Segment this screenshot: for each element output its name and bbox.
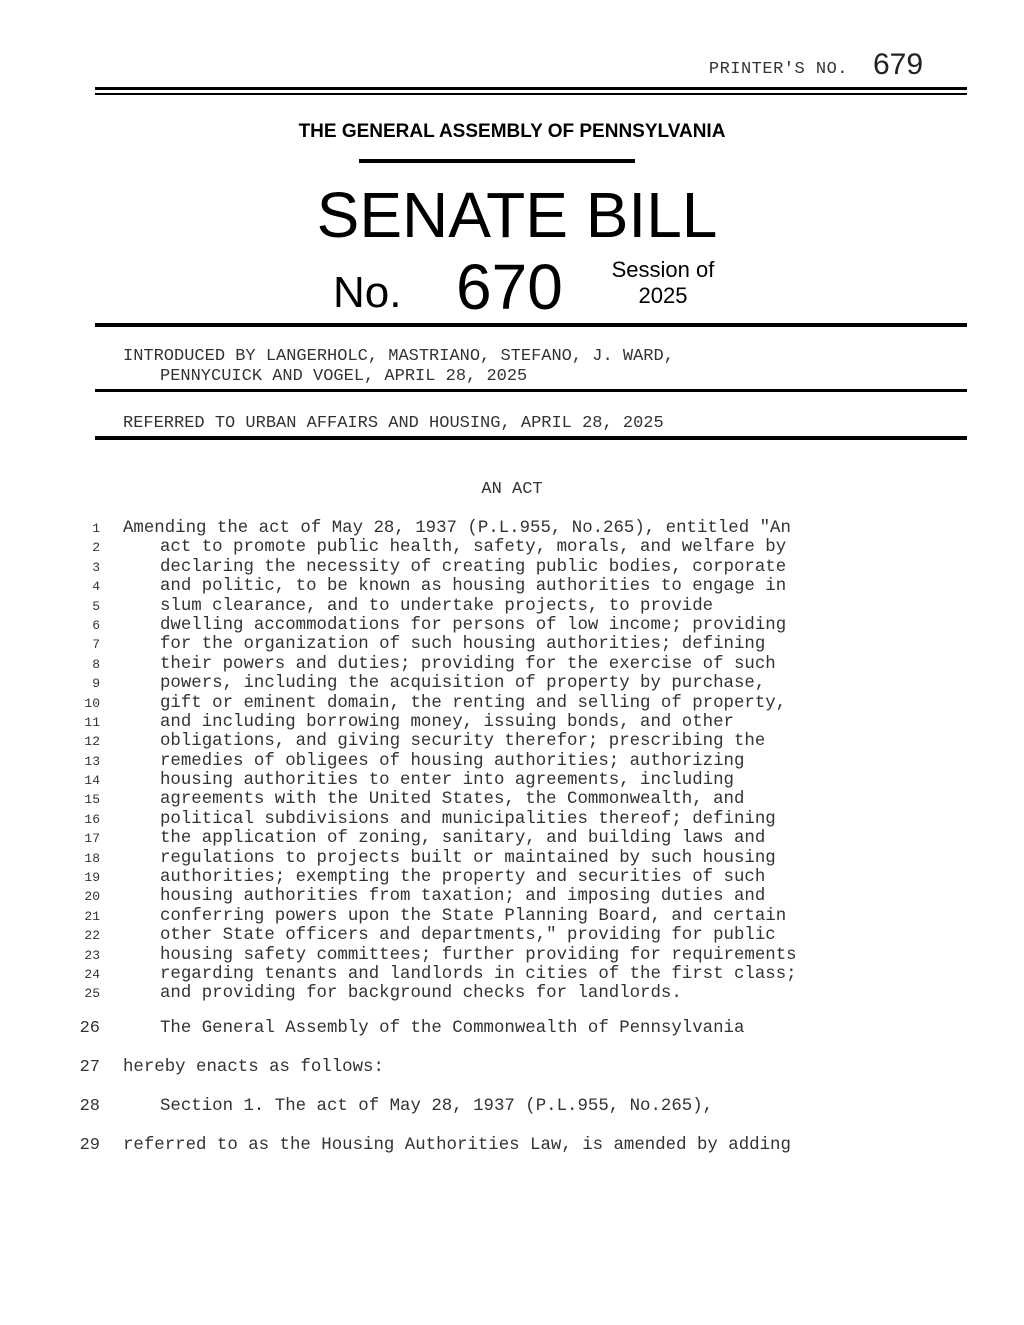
session-block: [603, 257, 723, 309]
header-rule-bottom: [95, 93, 967, 95]
line-number: 7: [92, 637, 100, 653]
body-line: [0, 1058, 1024, 1078]
line-number: 29: [79, 1136, 100, 1155]
line-number: 15: [84, 792, 100, 808]
body-line-text: Section 1. The act of May 28, 1937 (P.L.955, No.265),: [160, 1097, 714, 1116]
title-line: [0, 732, 1024, 751]
line-number: 17: [84, 831, 100, 847]
line-number: 13: [84, 753, 100, 769]
line-number: 14: [84, 773, 100, 789]
title-line-text: authorities; exempting the property and securities of such: [160, 868, 766, 888]
line-number: 10: [84, 695, 100, 711]
title-line-text: their powers and duties; providing for the exercise of such: [160, 654, 776, 674]
introduced-rule: [95, 389, 967, 392]
title-line-text: act to promote public health, safety, morals, and welfare by: [160, 538, 787, 558]
session-year: 2025: [638, 283, 688, 308]
header-rule-top: [95, 87, 967, 90]
line-number: 18: [84, 850, 100, 866]
line-number: 8: [92, 656, 100, 672]
title-line-text: slum clearance, and to undertake projects, to provide: [160, 596, 714, 616]
an-act-heading: AN ACT: [481, 480, 543, 499]
title-line: [0, 946, 1024, 965]
title-line: [0, 752, 1024, 771]
line-number: 26: [79, 1019, 100, 1038]
line-number: 19: [84, 870, 100, 886]
introduced-by-line-2: PENNYCUICK AND VOGEL, APRIL 28, 2025: [160, 367, 528, 386]
title-line: [0, 926, 1024, 945]
title-line: [0, 538, 1024, 557]
title-line-text: for the organization of such housing authorities; defining: [160, 635, 766, 655]
line-number: 22: [84, 928, 100, 944]
title-line-text: and politic, to be known as housing authorities to engage in: [160, 577, 787, 597]
bill-number: 670: [456, 251, 563, 323]
line-number: 11: [84, 714, 100, 730]
bill-type-heading: SENATE BILL: [316, 179, 718, 251]
assembly-title-rule: [359, 159, 635, 163]
title-line: [0, 965, 1024, 984]
title-line-text: the application of zoning, sanitary, and building laws and: [160, 829, 766, 849]
title-line-text: declaring the necessity of creating public bodies, corporate: [160, 557, 787, 577]
line-number: 23: [84, 947, 100, 963]
title-line: [0, 694, 1024, 713]
assembly-title: THE GENERAL ASSEMBLY OF PENNSYLVANIA: [298, 121, 726, 142]
title-line: [0, 674, 1024, 693]
masthead-rule: [95, 323, 967, 327]
title-line-text: obligations, and giving security therefor; prescribing the: [160, 732, 766, 752]
printers-number: 679: [873, 48, 924, 81]
title-line-text: other State officers and departments," providing for public: [160, 926, 776, 946]
title-line: [0, 907, 1024, 926]
title-line-text: conferring powers upon the State Planning Board, and certain: [160, 906, 787, 926]
introduced-by-line-1: INTRODUCED BY LANGERHOLC, MASTRIANO, STEFANO, J. WARD,: [123, 347, 674, 366]
body-line-text: The General Assembly of the Commonwealth of Pennsylvania: [160, 1019, 745, 1038]
title-line: [0, 616, 1024, 635]
title-line-text: powers, including the acquisition of property by purchase,: [160, 674, 766, 694]
line-number: 28: [79, 1097, 100, 1116]
printers-number-label: PRINTER'S NO.: [708, 60, 848, 79]
title-line: [0, 868, 1024, 887]
title-line: [0, 887, 1024, 906]
title-line-text: gift or eminent domain, the renting and selling of property,: [160, 693, 787, 713]
title-line: [0, 558, 1024, 577]
title-line: [0, 810, 1024, 829]
session-label: Session of: [611, 257, 715, 282]
line-number: 27: [79, 1058, 100, 1077]
line-number: 16: [84, 811, 100, 827]
line-number: 9: [92, 676, 100, 692]
title-line-text: housing safety committees; further providing for requirements: [160, 945, 797, 965]
referred-to-line: REFERRED TO URBAN AFFAIRS AND HOUSING, APRIL 28, 2025: [123, 414, 664, 433]
title-line: [0, 577, 1024, 596]
line-number: 12: [84, 734, 100, 750]
body-line-text: referred to as the Housing Authorities Law, is amended by adding: [123, 1136, 791, 1155]
title-line-text: Amending the act of May 28, 1937 (P.L.955, No.265), entitled "An: [123, 519, 791, 538]
body-line: [0, 1097, 1024, 1117]
title-line-text: and including borrowing money, issuing bonds, and other: [160, 712, 734, 732]
line-number: 5: [92, 598, 100, 614]
title-line: [0, 713, 1024, 732]
title-line: [0, 597, 1024, 616]
bill-no-label: No.: [333, 268, 402, 317]
line-number: 24: [84, 966, 100, 982]
line-number: 21: [84, 908, 100, 924]
title-line: [0, 984, 1024, 1003]
bill-title: [0, 519, 1024, 1004]
title-line-text: regulations to projects built or maintained by such housing: [160, 848, 776, 868]
title-line: [0, 829, 1024, 848]
title-line-text: agreements with the United States, the Commonwealth, and: [160, 790, 745, 810]
title-line: [0, 655, 1024, 674]
title-line-text: remedies of obligees of housing authorities; authorizing: [160, 751, 745, 771]
title-line: [0, 519, 1024, 538]
line-number: 2: [92, 540, 100, 556]
title-line-text: regarding tenants and landlords in cities of the first class;: [160, 964, 797, 984]
title-line: [0, 790, 1024, 809]
body-line-text: hereby enacts as follows:: [123, 1058, 384, 1077]
body-line: [0, 1136, 1024, 1156]
referred-rule: [95, 436, 967, 440]
title-line: [0, 771, 1024, 790]
title-line-text: housing authorities to enter into agreements, including: [160, 771, 734, 791]
line-number: 6: [92, 617, 100, 633]
title-line-text: political subdivisions and municipalities thereof; defining: [160, 809, 776, 829]
line-number: 20: [84, 889, 100, 905]
line-number: 4: [92, 579, 100, 595]
title-line: [0, 849, 1024, 868]
body-line: [0, 1019, 1024, 1039]
line-number: 1: [92, 521, 100, 536]
line-number: 3: [92, 559, 100, 575]
title-line-text: dwelling accommodations for persons of low income; providing: [160, 615, 787, 635]
line-number: 25: [84, 986, 100, 1002]
title-line-text: housing authorities from taxation; and imposing duties and: [160, 887, 766, 907]
title-line-text: and providing for background checks for landlords.: [160, 984, 682, 1004]
title-line: [0, 635, 1024, 654]
